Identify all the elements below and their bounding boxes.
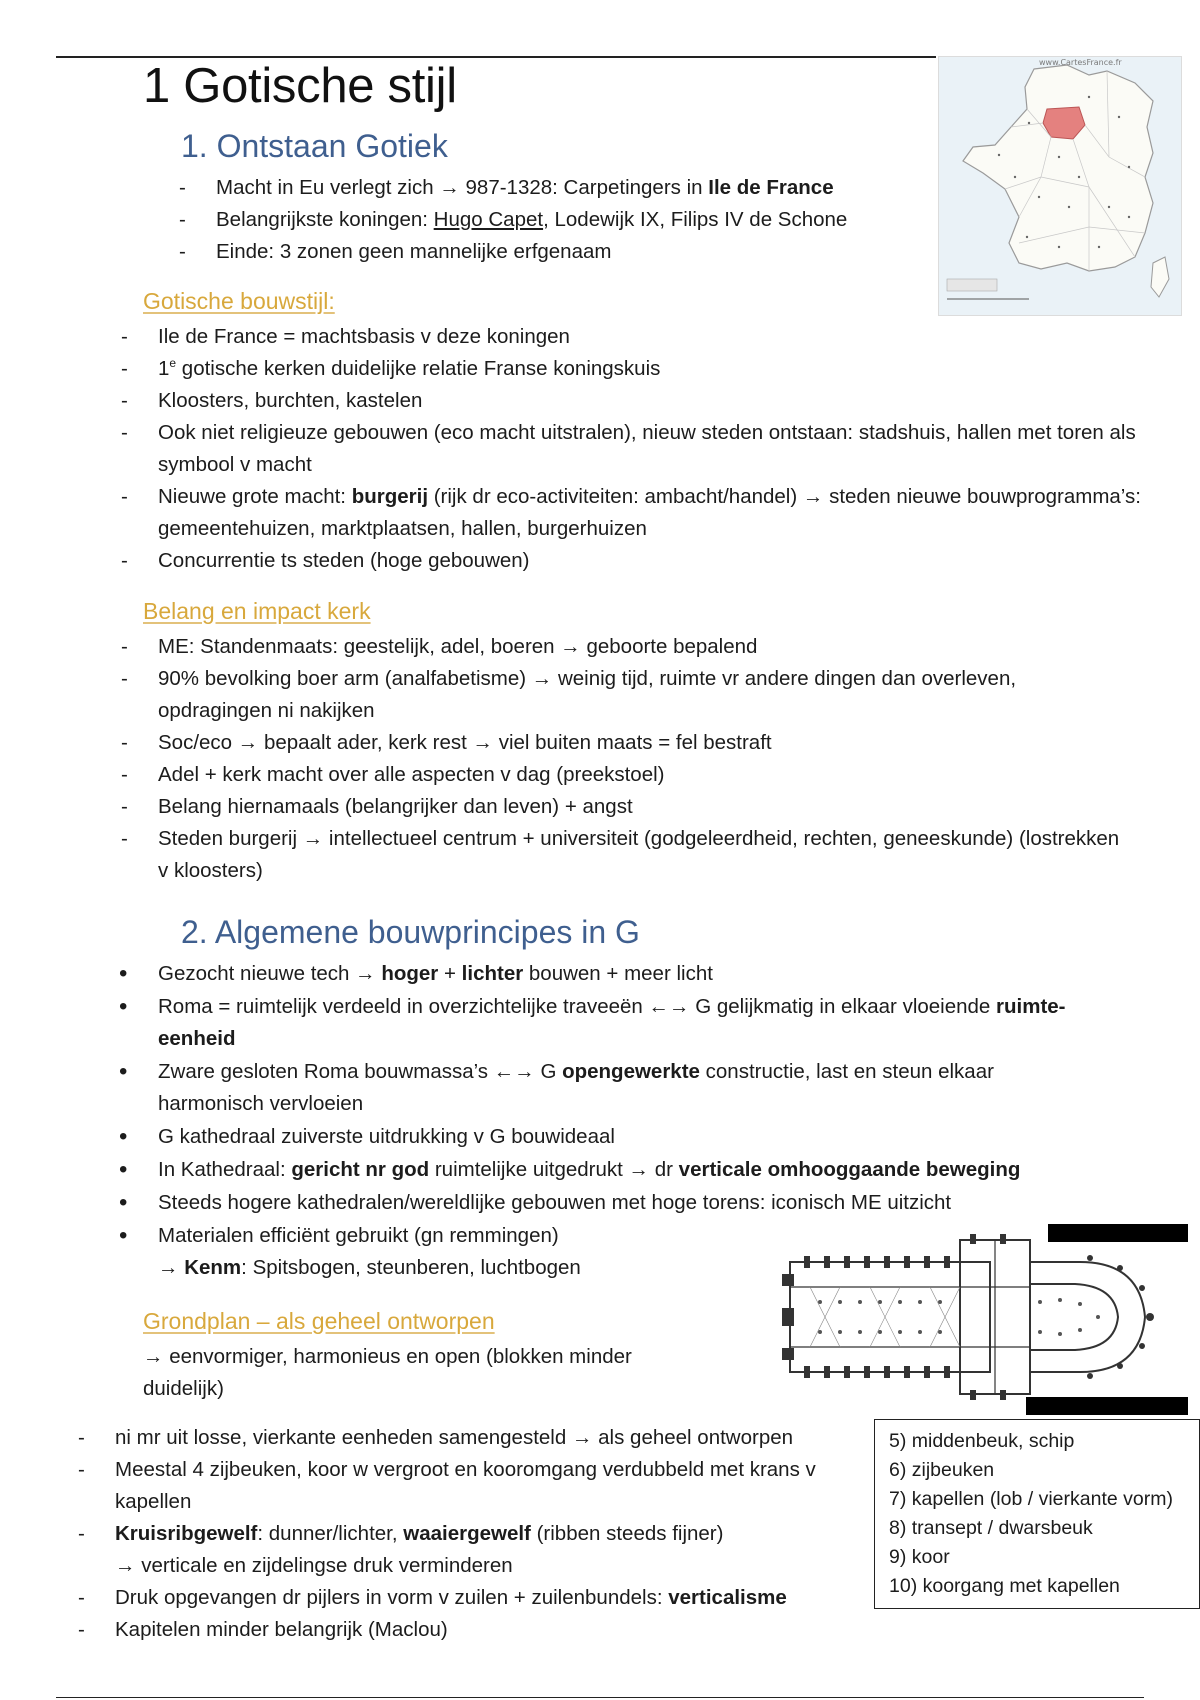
heading-grondplan: Grondplan – als geheel ontworpen bbox=[143, 1308, 495, 1334]
list-item: - Concurrentie ts steden (hoge gebouwen) bbox=[121, 545, 1141, 577]
list-item: - ni mr uit losse, vierkante eenheden samengesteld → als geheel ontworpen bbox=[78, 1422, 868, 1454]
ontstaan-list bbox=[179, 172, 919, 268]
list-item: - Belangrijkste koningen: Hugo Capet, Lodewijk IX, Filips IV de Schone bbox=[179, 204, 919, 236]
redacted-label-box bbox=[1026, 1397, 1188, 1415]
grondplan-intro: → eenvormiger, harmonieus en open (blokken minder duidelijk) bbox=[143, 1345, 632, 1400]
legend-item: 7) kapellen (lob / vierkante vorm) bbox=[889, 1488, 1173, 1510]
heading-gotische-bouwstijl: Gotische bouwstijl: bbox=[143, 288, 335, 314]
france-map bbox=[938, 56, 1182, 316]
list-item: • Gezocht nieuwe tech → hoger + lichter bouwen + meer licht bbox=[121, 958, 1081, 990]
list-item: • G kathedraal zuiverste uitdrukking v G bouwideaal bbox=[121, 1121, 1081, 1153]
list-item: • Materialen efficiënt gebruikt (gn remmingen) → Kenm: Spitsbogen, steunberen, luchtbogen bbox=[121, 1220, 1081, 1284]
floor-plan-legend bbox=[874, 1419, 1200, 1609]
map-source-label: www.CartesFrance.fr bbox=[1039, 58, 1122, 67]
legend-item: 9) koor bbox=[889, 1546, 950, 1568]
list-item: - Kruisribgewelf: dunner/lichter, waaiergewelf (ribben steeds fijner) → verticale en zijdelingse druk verminderen bbox=[78, 1518, 868, 1582]
legend-item: 5) middenbeuk, schip bbox=[889, 1430, 1075, 1452]
heading-ontstaan-gotiek: 1. Ontstaan Gotiek bbox=[181, 128, 448, 164]
list-item: • In Kathedraal: gericht nr god ruimtelijke uitgedrukt → dr verticale omhooggaande beweging bbox=[121, 1154, 1081, 1186]
legend-item: 6) zijbeuken bbox=[889, 1459, 995, 1481]
bottom-rule bbox=[56, 1697, 1144, 1698]
france-map-image bbox=[939, 57, 1181, 315]
cathedral-floor-plan bbox=[780, 1222, 1180, 1412]
list-item: - Steden burgerij → intellectueel centrum + universiteit (godgeleerdheid, rechten, geneeskunde) (lostrekken v kloosters) bbox=[121, 823, 1121, 887]
floor-plan-image bbox=[780, 1222, 1180, 1412]
list-item: - Soc/eco → bepaalt ader, kerk rest → viel buiten maats = fel bestraft bbox=[121, 727, 1121, 759]
list-item: - Nieuwe grote macht: burgerij (rijk dr eco-activiteiten: ambacht/handel) → steden nieuwe bouwprogramma’s: gemeentehuizen, marktplaatsen, hallen, burgerhuizen bbox=[121, 481, 1141, 545]
list-item: • Roma = ruimtelijk verdeeld in overzichtelijke traveeën ←→ G gelijkmatig in elkaar vloeiende ruimte-eenheid bbox=[121, 991, 1081, 1055]
list-item: - Kloosters, burchten, kastelen bbox=[121, 385, 1141, 417]
list-item: - 1e gotische kerken duidelijke relatie Franse koningskuis bbox=[121, 353, 1141, 385]
list-item: - Druk opgevangen dr pijlers in vorm v zuilen + zuilenbundels: verticalisme bbox=[78, 1582, 868, 1614]
page-title: 1 Gotische stijl bbox=[143, 59, 457, 113]
list-item: - Ile de France = machtsbasis v deze koningen bbox=[121, 321, 1141, 353]
list-item: • Steeds hogere kathedralen/wereldlijke gebouwen met hoge torens: iconisch ME uitzicht bbox=[121, 1187, 1081, 1219]
grondplan-list bbox=[78, 1422, 868, 1646]
list-item: - Kapitelen minder belangrijk (Maclou) bbox=[78, 1614, 868, 1646]
list-item: - Ook niet religieuze gebouwen (eco macht uitstralen), nieuw steden ontstaan: stadshuis, hallen met toren als symbool v macht bbox=[121, 417, 1141, 481]
belang-list bbox=[121, 631, 1121, 887]
list-item: • Zware gesloten Roma bouwmassa’s ←→ G opengewerkte constructie, last en steun elkaar harmonisch vervloeien bbox=[121, 1056, 1081, 1120]
bouwstijl-list bbox=[121, 321, 1141, 577]
list-item: - 90% bevolking boer arm (analfabetisme) → weinig tijd, ruimte vr andere dingen dan overleven, opdragingen ni nakijken bbox=[121, 663, 1121, 727]
redacted-label-box bbox=[1048, 1224, 1188, 1242]
list-item: - Meestal 4 zijbeuken, koor w vergroot en kooromgang verdubbeld met krans v kapellen bbox=[78, 1454, 868, 1518]
list-item: - Einde: 3 zonen geen mannelijke erfgenaam bbox=[179, 236, 919, 268]
legend-item: 8) transept / dwarsbeuk bbox=[889, 1517, 1093, 1539]
heading-belang-impact-kerk: Belang en impact kerk bbox=[143, 598, 371, 624]
list-item: - Adel + kerk macht over alle aspecten v dag (preekstoel) bbox=[121, 759, 1121, 791]
heading-algemene-bouwprincipes: 2. Algemene bouwprincipes in G bbox=[181, 914, 640, 950]
list-item: - Macht in Eu verlegt zich → 987-1328: Carpetingers in Ile de France bbox=[179, 172, 919, 204]
list-item: - ME: Standenmaats: geestelijk, adel, boeren → geboorte bepalend bbox=[121, 631, 1121, 663]
list-item: - Belang hiernamaals (belangrijker dan leven) + angst bbox=[121, 791, 1121, 823]
legend-item: 10) koorgang met kapellen bbox=[889, 1575, 1120, 1597]
